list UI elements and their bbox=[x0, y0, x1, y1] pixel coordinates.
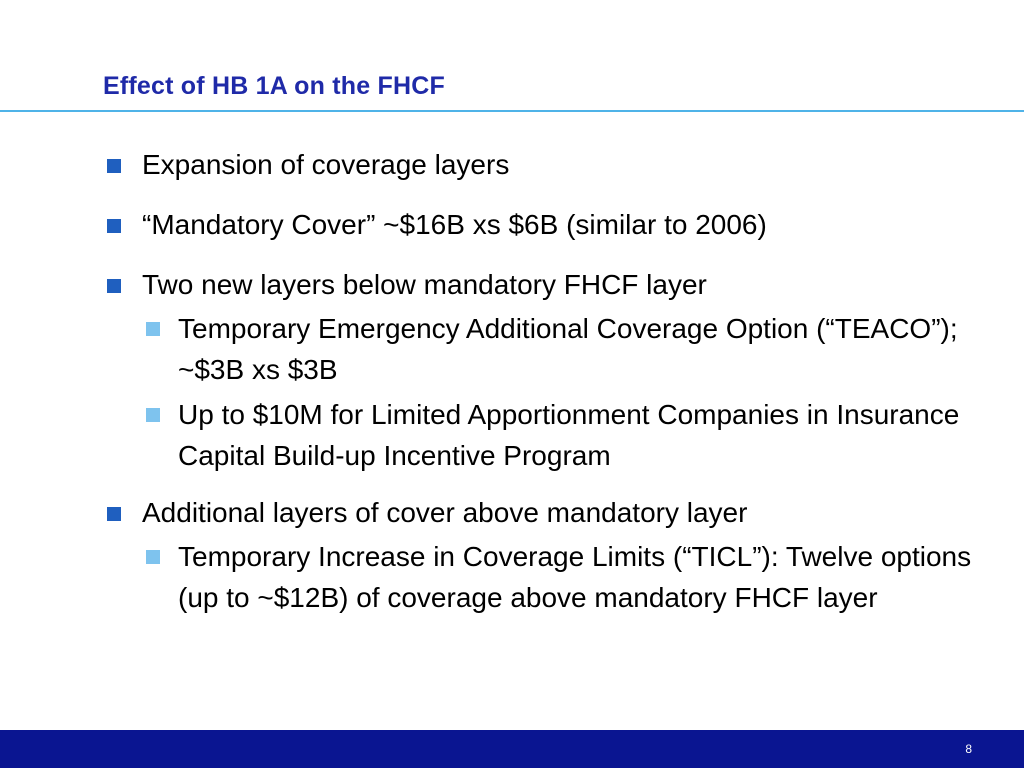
bullet-text: “Mandatory Cover” ~$16B xs $6B (similar to 2006) bbox=[142, 209, 767, 240]
slide-title: Effect of HB 1A on the FHCF bbox=[103, 72, 445, 100]
bullet-item bbox=[104, 262, 1004, 476]
bullet-item bbox=[104, 490, 1004, 618]
sub-bullet-text: Temporary Increase in Coverage Limits (“TICL”): Twelve options (up to ~$12B) of coverage above mandatory FHCF layer bbox=[178, 541, 972, 613]
square-bullet-icon bbox=[107, 219, 121, 233]
square-sub-bullet-icon bbox=[146, 322, 160, 336]
sub-bullet-text: Temporary Emergency Additional Coverage Option (“TEACO”); ~$3B xs $3B bbox=[178, 313, 958, 385]
bullet-text: Additional layers of cover above mandatory layer bbox=[142, 497, 748, 528]
square-sub-bullet-icon bbox=[146, 408, 160, 422]
sub-bullet-item bbox=[142, 394, 1004, 476]
footer-bar bbox=[0, 730, 1024, 768]
sub-bullet-list bbox=[142, 308, 1004, 476]
sub-bullet-item bbox=[142, 536, 1004, 618]
bullet-text: Expansion of coverage layers bbox=[142, 149, 510, 180]
square-sub-bullet-icon bbox=[146, 550, 160, 564]
bullet-list bbox=[104, 142, 1004, 632]
sub-bullet-item bbox=[142, 308, 1004, 390]
sub-bullet-text: Up to $10M for Limited Apportionment Companies in Insurance Capital Build-up Incentive Program bbox=[178, 399, 960, 471]
square-bullet-icon bbox=[107, 159, 121, 173]
sub-bullet-list bbox=[142, 536, 1004, 618]
square-bullet-icon bbox=[107, 507, 121, 521]
title-divider bbox=[0, 110, 1024, 112]
bullet-text: Two new layers below mandatory FHCF layer bbox=[142, 269, 707, 300]
square-bullet-icon bbox=[107, 279, 121, 293]
bullet-item bbox=[104, 202, 1004, 248]
bullet-item bbox=[104, 142, 1004, 188]
page-number: 8 bbox=[965, 742, 972, 756]
